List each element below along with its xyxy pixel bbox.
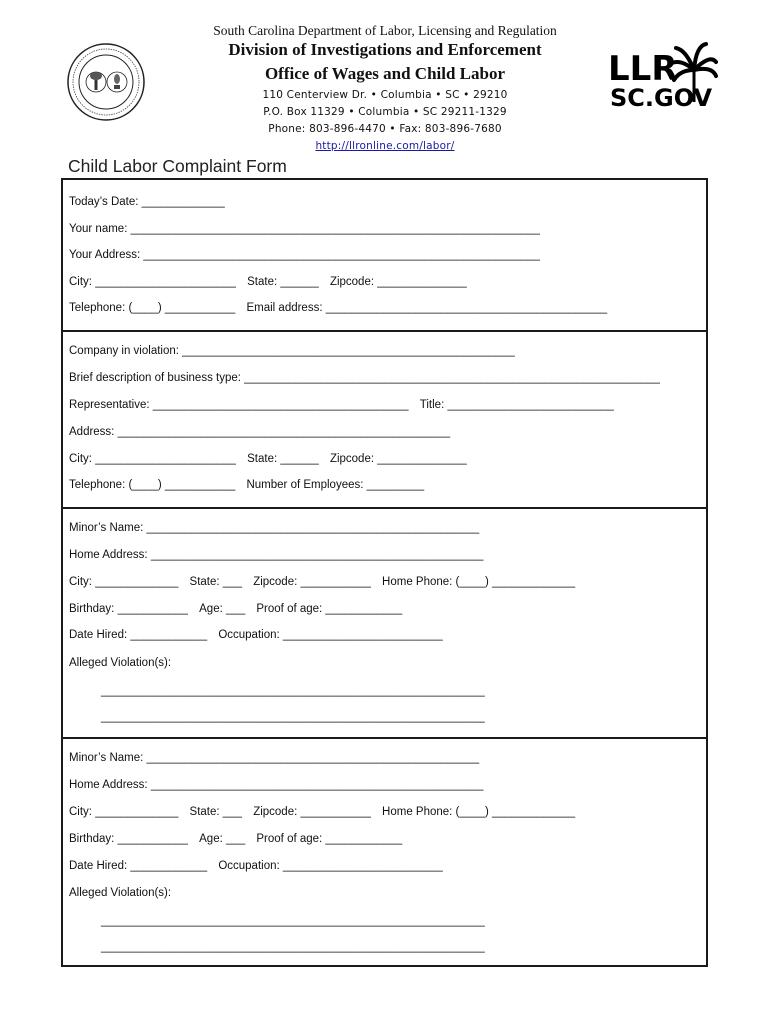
company-contact-row	[69, 479, 424, 491]
company-telephone-field[interactable]: Telephone: (____) ___________	[69, 479, 236, 491]
section-divider	[63, 507, 706, 509]
company-zipcode-field[interactable]: Zipcode: ______________	[329, 453, 467, 465]
complaint-form	[61, 178, 708, 967]
city-field[interactable]: City: ______________________	[69, 276, 236, 288]
minor-date-hired-field[interactable]: Date Hired: ____________	[69, 860, 208, 872]
company-field[interactable]: Company in violation: ____________________________________________________	[69, 345, 515, 357]
state-field[interactable]: State: ______	[247, 276, 319, 288]
llr-logo-icon	[606, 40, 718, 112]
minor-location-row	[69, 576, 575, 588]
minor-zipcode-field[interactable]: Zipcode: ___________	[253, 806, 371, 818]
minor-birthday-field[interactable]: Birthday: ___________	[69, 833, 188, 845]
alleged-violations-label: Alleged Violation(s):	[69, 657, 172, 669]
website-link[interactable]: http://llronline.com/labor/	[315, 140, 455, 152]
zipcode-field[interactable]: Zipcode: ______________	[329, 276, 467, 288]
minor-age-row	[69, 603, 402, 615]
minor-state-field[interactable]: State: ___	[189, 576, 242, 588]
logo-scgov-text: SC.GOV	[610, 84, 713, 112]
minor-home-phone-field[interactable]: Home Phone: (____) _____________	[382, 576, 576, 588]
minor-location-row	[69, 806, 575, 818]
your-name-field[interactable]: Your name: ________________________________________________________________	[69, 223, 540, 235]
violation-line[interactable]: ____________________________________________________________	[101, 941, 485, 953]
alleged-violations-label: Alleged Violation(s):	[69, 887, 172, 899]
minor-proof-of-age-field[interactable]: Proof of age: ____________	[256, 603, 403, 615]
violation-line[interactable]: ____________________________________________________________	[101, 685, 485, 697]
minor-age-row	[69, 833, 402, 845]
minor-date-hired-field[interactable]: Date Hired: ____________	[69, 629, 208, 641]
minor-home-phone-field[interactable]: Home Phone: (____) _____________	[382, 806, 576, 818]
company-address-field[interactable]: Address: ____________________________________________________	[69, 426, 451, 438]
company-city-field[interactable]: City: ______________________	[69, 453, 236, 465]
minor-name-field[interactable]: Minor’s Name: ____________________________________________________	[69, 522, 480, 534]
minor-home-address-field[interactable]: Home Address: ____________________________________________________	[69, 549, 484, 561]
minor-age-field[interactable]: Age: ___	[199, 833, 246, 845]
logo-llr-text: LLR	[608, 49, 678, 89]
minor-home-address-field[interactable]: Home Address: ____________________________________________________	[69, 779, 484, 791]
representative-row	[69, 399, 614, 411]
minor-employment-row	[69, 860, 443, 872]
company-state-field[interactable]: State: ______	[247, 453, 319, 465]
minor-proof-of-age-field[interactable]: Proof of age: ____________	[256, 833, 403, 845]
department-name: South Carolina Department of Labor, Licensing and Regulation	[213, 23, 557, 38]
minor-city-field[interactable]: City: _____________	[69, 806, 179, 818]
title-field[interactable]: Title: __________________________	[419, 399, 614, 411]
minor-occupation-field[interactable]: Occupation: _________________________	[218, 860, 443, 872]
violation-line[interactable]: ____________________________________________________________	[101, 711, 485, 723]
telephone-field[interactable]: Telephone: (____) ___________	[69, 302, 236, 314]
phone-fax: Phone: 803-896-4470 • Fax: 803-896-7680	[268, 123, 502, 135]
minor-birthday-field[interactable]: Birthday: ___________	[69, 603, 188, 615]
minor-city-field[interactable]: City: _____________	[69, 576, 179, 588]
complainant-location-row	[69, 276, 467, 288]
minor-age-field[interactable]: Age: ___	[199, 603, 246, 615]
your-address-field[interactable]: Your Address: ______________________________________________________________	[69, 249, 540, 261]
todays-date-field[interactable]: Today’s Date: _____________	[69, 196, 225, 208]
minor-occupation-field[interactable]: Occupation: _________________________	[218, 629, 443, 641]
form-title: Child Labor Complaint Form	[68, 156, 287, 176]
po-box-address: P.O. Box 11329 • Columbia • SC 29211-1329	[263, 106, 507, 118]
street-address: 110 Centerview Dr. • Columbia • SC • 29210	[262, 89, 508, 101]
minor-zipcode-field[interactable]: Zipcode: ___________	[253, 576, 371, 588]
company-location-row	[69, 453, 467, 465]
minor-employment-row	[69, 629, 443, 641]
complainant-contact-row	[69, 302, 607, 314]
minor-state-field[interactable]: State: ___	[189, 806, 242, 818]
minor-name-field[interactable]: Minor’s Name: ____________________________________________________	[69, 752, 480, 764]
email-field[interactable]: Email address: ____________________________________________	[246, 302, 608, 314]
employees-field[interactable]: Number of Employees: _________	[246, 479, 425, 491]
division-name: Division of Investigations and Enforcement	[228, 40, 542, 59]
office-name: Office of Wages and Child Labor	[264, 64, 506, 83]
section-divider	[63, 737, 706, 739]
section-divider	[63, 330, 706, 332]
violation-line[interactable]: ____________________________________________________________	[101, 915, 485, 927]
letterhead	[0, 0, 770, 160]
representative-field[interactable]: Representative: ________________________________________	[69, 399, 409, 411]
business-type-field[interactable]: Brief description of business type: _________________________________________________________________	[69, 372, 660, 384]
